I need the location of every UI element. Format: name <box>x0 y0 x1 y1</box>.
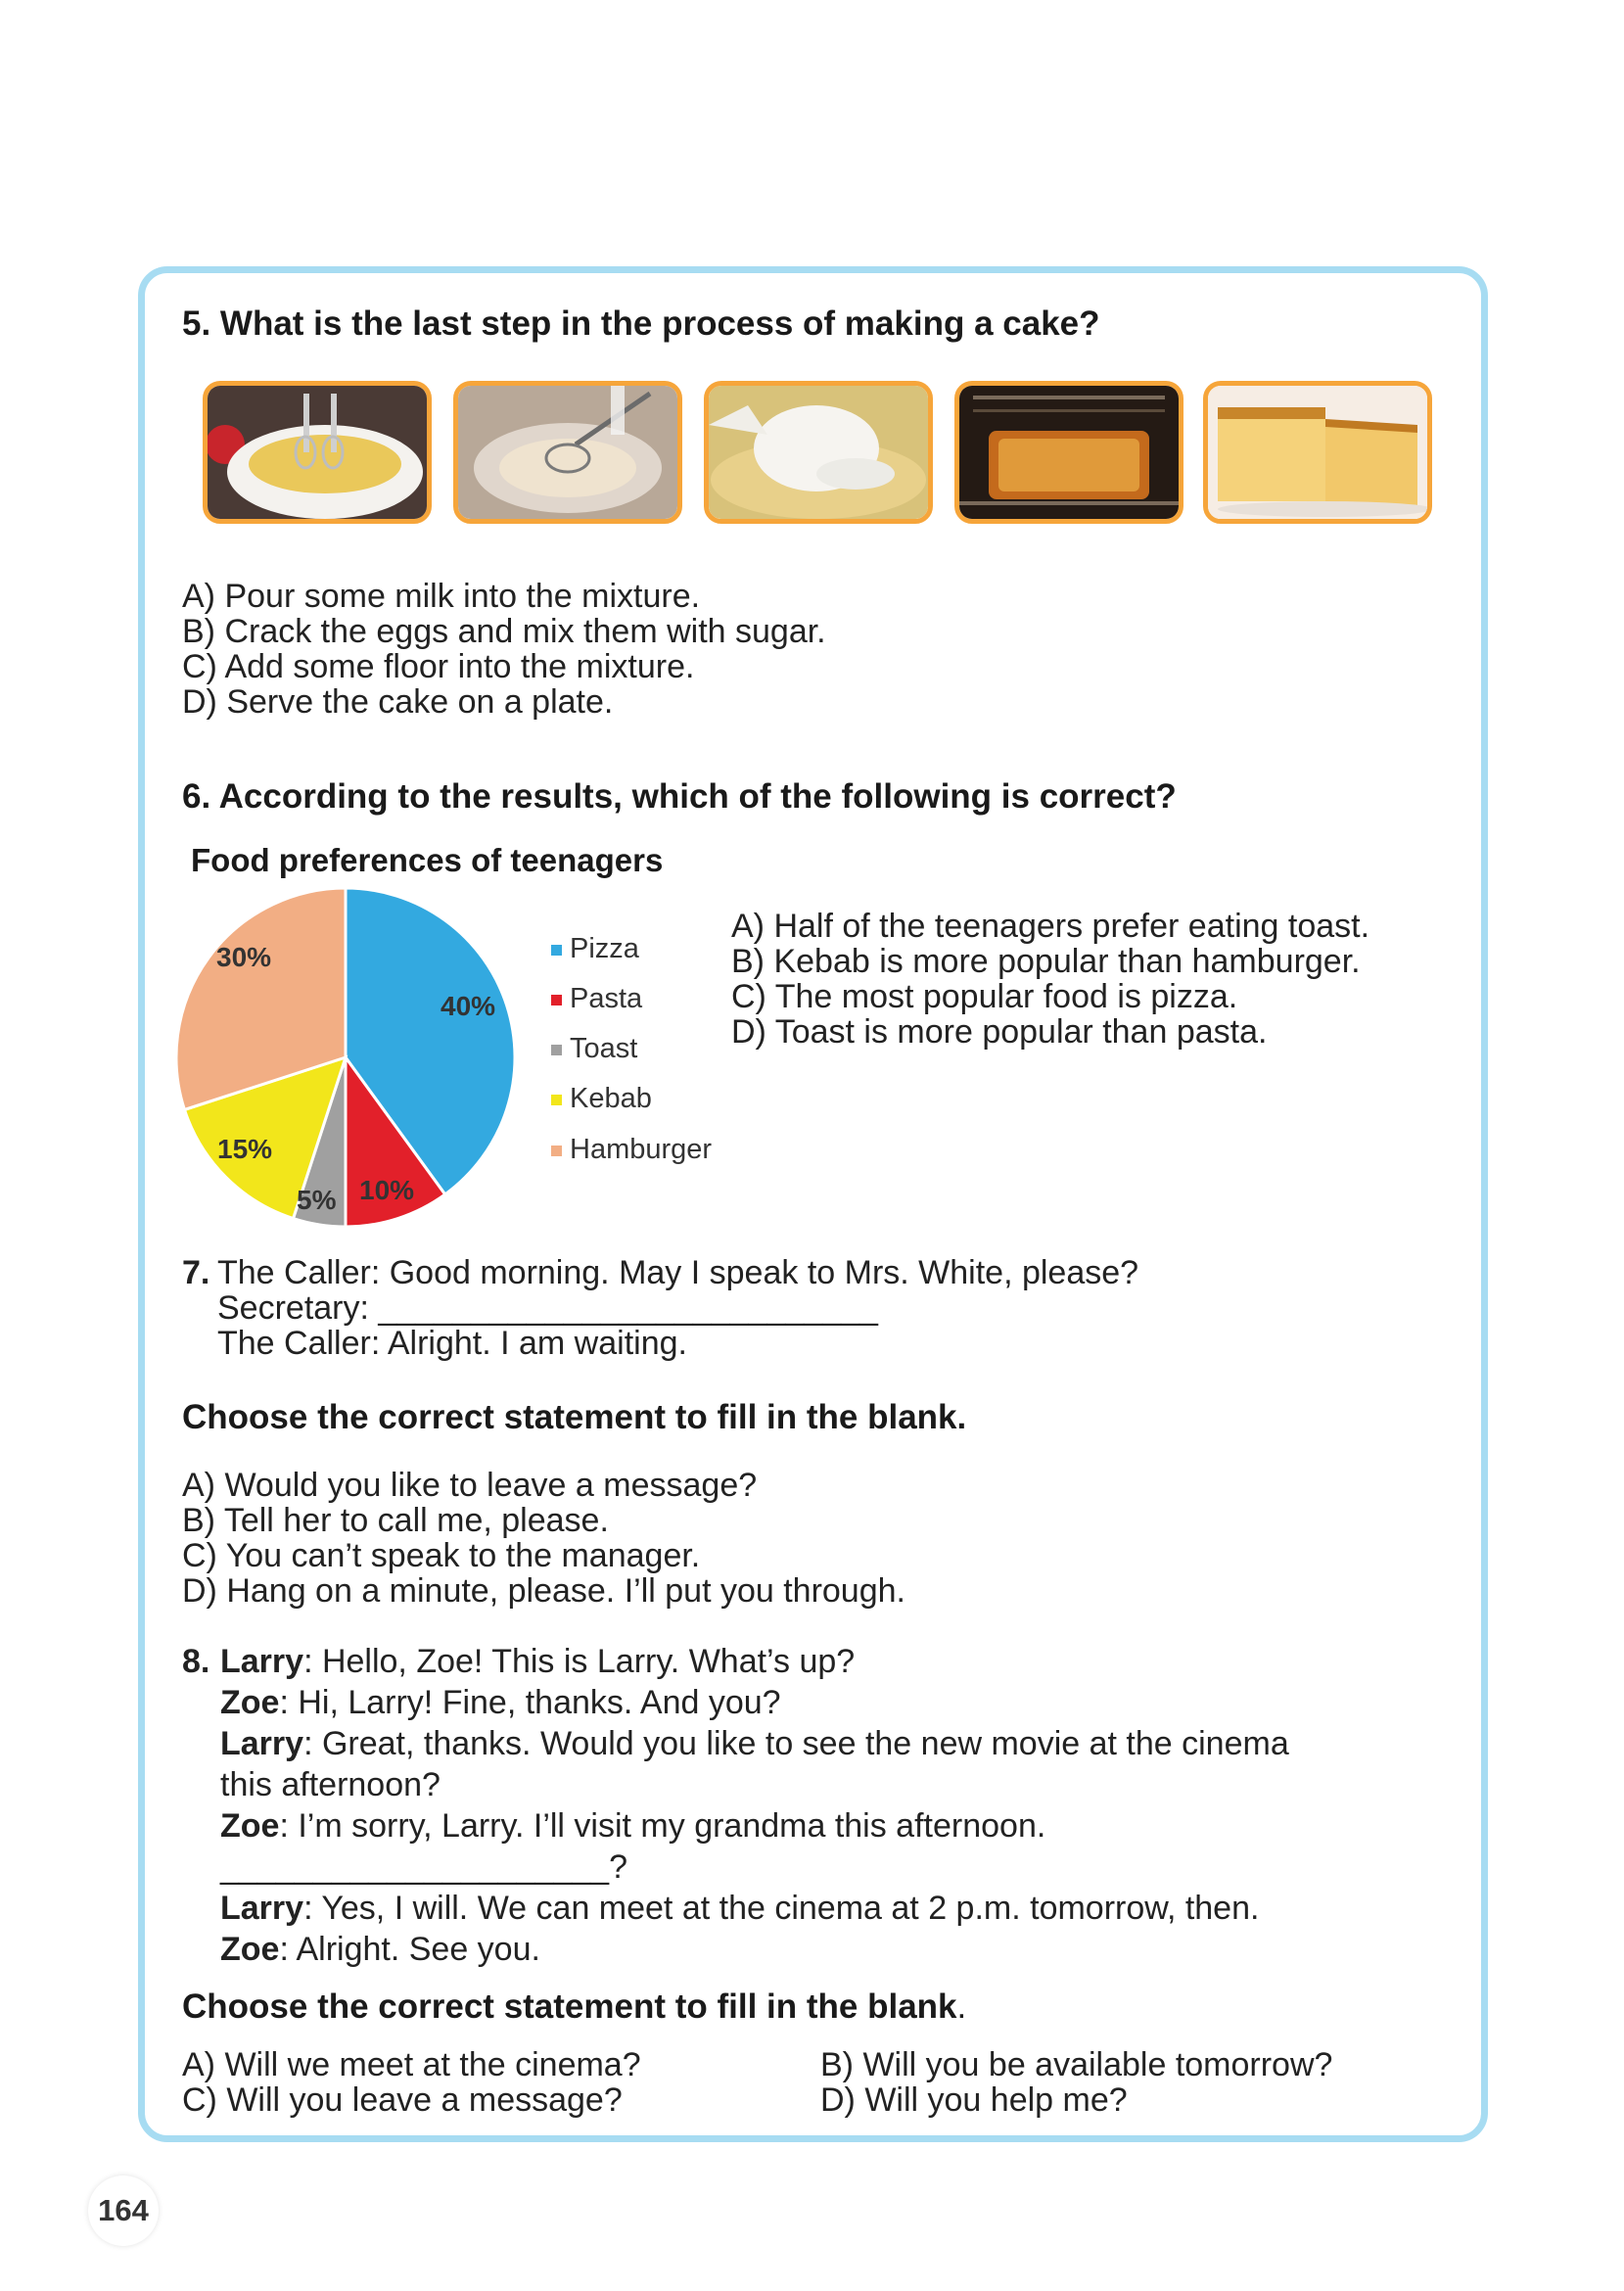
q5-option-a[interactable]: A) Pour some milk into the mixture. <box>182 578 701 615</box>
photo-cake-in-oven <box>954 381 1183 524</box>
pie-label-hamburger: 30% <box>216 942 272 972</box>
q8-dialogue-line: Zoe: Hi, Larry! Fine, thanks. And you? <box>220 1684 781 1721</box>
legend-swatch-kebab <box>551 1095 562 1105</box>
legend-item-pizza: Pizza <box>551 933 639 965</box>
photo-whisking-milk <box>453 381 682 524</box>
q8-dialogue-line: Larry: Yes, I will. We can meet at the cinema at 2 p.m. tomorrow, then. <box>220 1890 1260 1927</box>
q8-instruction: Choose the correct statement to fill in the blank. <box>182 1987 967 2026</box>
q5-title: 5. What is the last step in the process of making a cake? <box>182 304 1100 343</box>
q8-option-c[interactable]: C) Will you leave a message? <box>182 2081 623 2119</box>
q7-number: 7. <box>182 1254 210 1291</box>
q5-option-d[interactable]: D) Serve the cake on a plate. <box>182 683 614 721</box>
q8-option-d[interactable]: D) Will you help me? <box>820 2081 1128 2119</box>
pie-chart <box>166 881 529 1234</box>
q6-option-a[interactable]: A) Half of the teenagers prefer eating toast. <box>731 908 1370 945</box>
q5-option-b[interactable]: B) Crack the eggs and mix them with sugar. <box>182 613 826 650</box>
legend-swatch-hamburger <box>551 1146 562 1156</box>
q7-caller-reply: The Caller: Alright. I am waiting. <box>217 1325 687 1362</box>
legend-swatch-pasta <box>551 995 562 1005</box>
photo-cake-slice <box>1203 381 1432 524</box>
photo-flour <box>704 381 933 524</box>
q8-dialogue-line: this afternoon? <box>220 1766 441 1803</box>
pie-label-pizza: 40% <box>441 991 496 1021</box>
q8-option-a[interactable]: A) Will we meet at the cinema? <box>182 2046 641 2083</box>
pie-label-toast: 5% <box>297 1185 337 1215</box>
legend-item-hamburger: Hamburger <box>551 1134 712 1166</box>
q7-option-b[interactable]: B) Tell her to call me, please. <box>182 1502 609 1539</box>
legend-swatch-pizza <box>551 945 562 956</box>
pie-label-kebab: 15% <box>217 1134 273 1164</box>
pie-label-pasta: 10% <box>359 1175 415 1205</box>
q8-number: 8. <box>182 1643 210 1680</box>
q8-dialogue-line: Larry: Hello, Zoe! This is Larry. What’s up? <box>220 1643 856 1680</box>
q7-option-c[interactable]: C) You can’t speak to the manager. <box>182 1537 701 1574</box>
q6-option-d[interactable]: D) Toast is more popular than pasta. <box>731 1013 1268 1051</box>
q7-caller-line: The Caller: Good morning. May I speak to Mrs. White, please? <box>217 1254 1139 1291</box>
q6-option-b[interactable]: B) Kebab is more popular than hamburger. <box>731 943 1361 980</box>
legend-swatch-toast <box>551 1045 562 1055</box>
legend-item-kebab: Kebab <box>551 1083 652 1115</box>
q7-option-a[interactable]: A) Would you like to leave a message? <box>182 1467 758 1504</box>
photo-mixing-eggs <box>203 381 432 524</box>
q8-dialogue-line: Zoe: Alright. See you. <box>220 1931 540 1968</box>
q6-title: 6. According to the results, which of the following is correct? <box>182 777 1177 816</box>
q5-option-c[interactable]: C) Add some floor into the mixture. <box>182 648 695 685</box>
q7-secretary-line: Secretary: ___________________________ <box>217 1289 878 1327</box>
q7-instruction: Choose the correct statement to fill in the blank. <box>182 1398 967 1436</box>
q8-option-b[interactable]: B) Will you be available tomorrow? <box>820 2046 1333 2083</box>
legend-item-toast: Toast <box>551 1033 637 1065</box>
q7-option-d[interactable]: D) Hang on a minute, please. I’ll put you through. <box>182 1572 905 1610</box>
q8-dialogue-line: Zoe: I’m sorry, Larry. I’ll visit my grandma this afternoon. <box>220 1807 1046 1845</box>
q8-dialogue-line: Larry: Great, thanks. Would you like to see the new movie at the cinema <box>220 1725 1289 1762</box>
q8-blank-line: _____________________? <box>220 1848 628 1886</box>
page-number: 164 <box>88 2175 159 2246</box>
q6-option-c[interactable]: C) The most popular food is pizza. <box>731 978 1238 1015</box>
legend-item-pasta: Pasta <box>551 983 642 1015</box>
chart-title: Food preferences of teenagers <box>191 842 664 878</box>
